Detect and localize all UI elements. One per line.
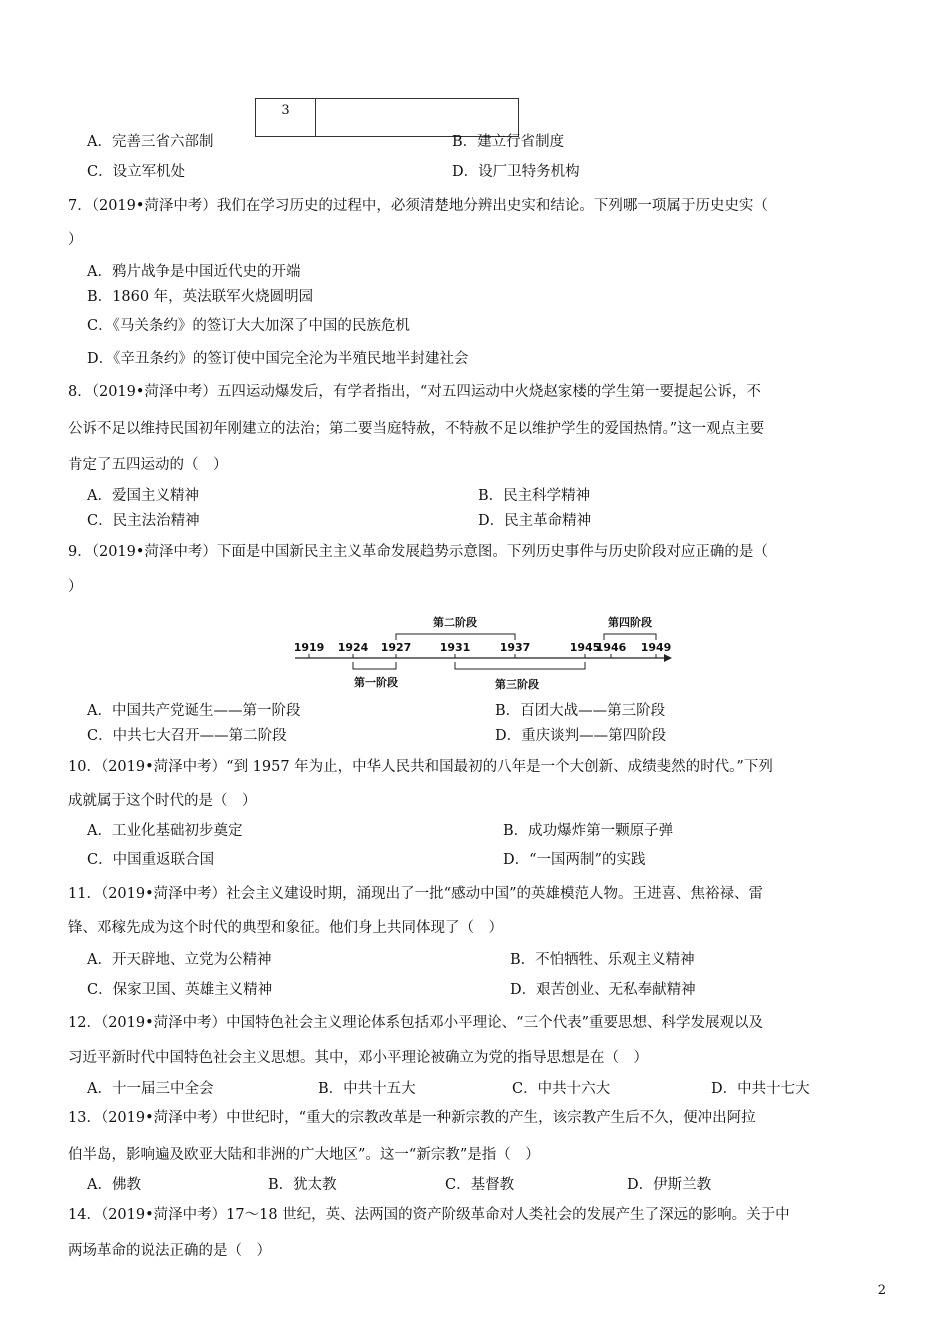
timeline-year: 1945	[569, 641, 601, 654]
q12-option-d: D．中共十七大	[711, 1081, 810, 1097]
q10-option-b: B．成功爆炸第一颗原子弹	[503, 823, 674, 839]
q11-option-b: B．不怕牺牲、乐观主义精神	[510, 952, 695, 968]
q13-stem-1: 13．（2019•菏泽中考）中世纪时，“重大的宗教改革是一种新宗教的产生，该宗教产生后不久，便冲出阿拉	[68, 1110, 756, 1126]
q11-stem-1: 11．（2019•菏泽中考）社会主义建设时期，涌现出了一批“感动中国”的英雄模范人物。王进喜、焦裕禄、雷	[68, 886, 763, 902]
q13-option-b: B．犹太教	[268, 1177, 337, 1193]
q12-option-c: C．中共十六大	[512, 1081, 611, 1097]
timeline-stage-4: 第四阶段	[608, 616, 652, 629]
q6-option-b: B．建立行省制度	[452, 134, 565, 150]
q13-stem-2: 伯半岛，影响遍及欧亚大陆和非洲的广大地区”。这一“新宗教”是指（ ）	[68, 1147, 540, 1163]
q10-option-d: D．“一国两制”的实践	[503, 852, 646, 868]
q8-stem-3: 肯定了五四运动的（ ）	[68, 457, 228, 473]
q13-option-c: C．基督教	[445, 1177, 515, 1193]
q7-stem-1: 7．（2019•菏泽中考）我们在学习历史的过程中，必须清楚地分辨出史实和结论。下列哪一项属于历史史实（	[68, 198, 768, 214]
q11-stem-2: 锋、邓稼先成为这个时代的典型和象征。他们身上共同体现了（ ）	[68, 920, 503, 936]
timeline-year: 1931	[439, 641, 471, 654]
timeline-year: 1949	[640, 641, 672, 654]
timeline-year: 1946	[595, 641, 627, 654]
q11-option-d: D．艰苦创业、无私奉献精神	[510, 982, 696, 998]
q7-option-a: A．鸦片战争是中国近代史的开端	[87, 264, 301, 280]
q8-option-d: D．民主革命精神	[478, 513, 592, 529]
timeline-stage-1: 第一阶段	[354, 676, 398, 689]
timeline-year: 1924	[337, 641, 369, 654]
q9-stem-2: ）	[68, 579, 83, 595]
q11-option-c: C．保家卫国、英雄主义精神	[87, 982, 273, 998]
timeline-stage-3: 第三阶段	[495, 678, 539, 691]
q7-stem-2: ）	[68, 232, 83, 248]
timeline-year: 1937	[499, 641, 531, 654]
q8-option-a: A．爱国主义精神	[87, 488, 199, 504]
q8-stem-2: 公诉不足以维持民国初年刚建立的法治；第二要当庭特赦，不特赦不足以维护学生的爱国热情。”这一观点主要	[68, 421, 765, 437]
q11-option-a: A．开天辟地、立党为公精神	[87, 952, 272, 968]
timeline-year: 1919	[293, 641, 325, 654]
timeline-year: 1927	[380, 641, 412, 654]
q14-stem-2: 两场革命的说法正确的是（ ）	[68, 1243, 271, 1259]
q9-stem-1: 9．（2019•菏泽中考）下面是中国新民主主义革命发展趋势示意图。下列历史事件与历史阶段对应正确的是（	[68, 544, 768, 560]
timeline-stage-2: 第二阶段	[433, 616, 477, 629]
q9-option-a: A．中国共产党诞生——第一阶段	[87, 703, 301, 719]
q7-option-b: B．1860 年，英法联军火烧圆明园	[87, 289, 314, 305]
q10-stem-2: 成就属于这个时代的是（ ）	[68, 793, 257, 809]
page-number: 2	[877, 1283, 886, 1298]
q6-option-a: A．完善三省六部制	[87, 134, 214, 150]
q12-option-a: A．十一届三中全会	[87, 1081, 214, 1097]
q8-option-c: C．民主法治精神	[87, 513, 200, 529]
q9-option-c: C．中共七大召开——第二阶段	[87, 728, 287, 744]
q9-option-b: B．百团大战——第三阶段	[495, 703, 666, 719]
q12-option-b: B．中共十五大	[318, 1081, 416, 1097]
q12-stem-1: 12．（2019•菏泽中考）中国特色社会主义理论体系包括邓小平理论、“三个代表”重要思想、科学发展观以及	[68, 1015, 763, 1031]
q10-option-a: A．工业化基础初步奠定	[87, 823, 243, 839]
q10-option-c: C．中国重返联合国	[87, 852, 215, 868]
q13-option-d: D．伊斯兰教	[627, 1177, 712, 1193]
q6-option-c: C．设立军机处	[87, 164, 186, 180]
q8-option-b: B．民主科学精神	[478, 488, 591, 504]
q13-option-a: A．佛教	[87, 1177, 141, 1193]
q14-stem-1: 14．（2019•菏泽中考）17～18 世纪，英、法两国的资产阶级革命对人类社会的发展产生了深远的影响。关于中	[68, 1207, 790, 1223]
q7-option-c: C．《马关条约》的签订大大加深了中国的民族危机	[87, 318, 410, 334]
table-cell-number: 3	[256, 99, 316, 137]
q8-stem-1: 8．（2019•菏泽中考）五四运动爆发后，有学者指出，“对五四运动中火烧赵家楼的学生第一要提起公诉，不	[68, 384, 761, 400]
q6-option-d: D．设厂卫特务机构	[452, 164, 580, 180]
q10-stem-1: 10．（2019•菏泽中考）“到 1957 年为止，中华人民共和国最初的八年是一个大创新、成绩斐然的时代。”下列	[68, 759, 773, 775]
q7-option-d: D．《辛丑条约》的签订使中国完全沦为半殖民地半封建社会	[87, 351, 469, 367]
q9-option-d: D．重庆谈判——第四阶段	[495, 728, 667, 744]
q12-stem-2: 习近平新时代中国特色社会主义思想。其中，邓小平理论被确立为党的指导思想是在（ ）	[68, 1050, 648, 1066]
